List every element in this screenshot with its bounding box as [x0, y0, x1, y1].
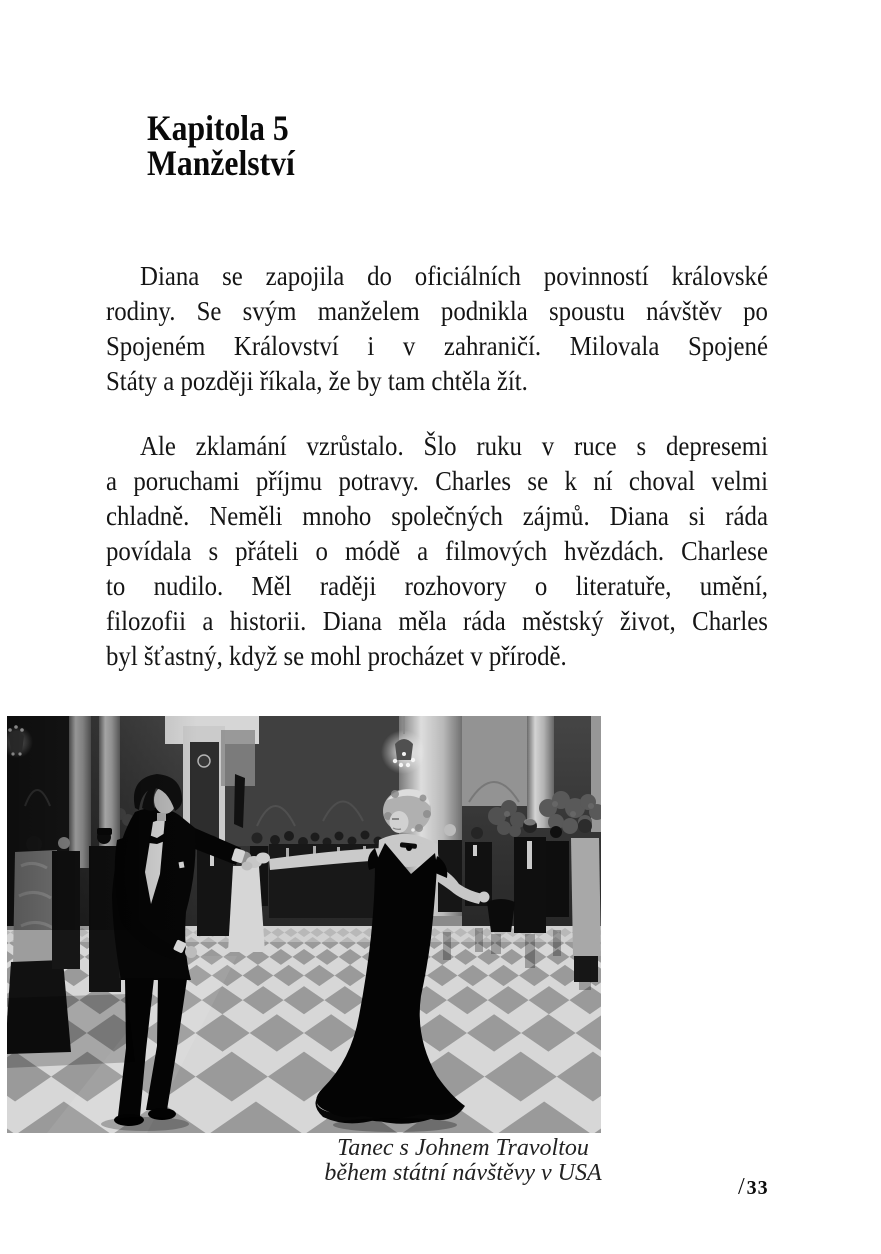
paragraph-1 [106, 259, 768, 399]
text-line: chladně. Neměli mnoho společných zájmů. Diana si ráda [106, 501, 768, 531]
text-line: Státy a později říkala, že by tam chtěla žít. [106, 366, 528, 396]
text-line: povídala s přáteli o módě a filmových hvězdách. Charlese [106, 536, 768, 566]
caption-line-2: během státní návštěvy v USA [324, 1160, 602, 1186]
photo-caption [163, 1136, 763, 1186]
page-number [738, 1174, 769, 1201]
paragraph-2 [106, 429, 768, 674]
page-number-value: 33 [746, 1177, 769, 1199]
text-line: a poruchami příjmu potravy. Charles se k ní choval velmi [106, 466, 768, 496]
caption-line-1: Tanec s Johnem Travoltou [337, 1135, 589, 1161]
text-line: filozofii a historii. Diana měla ráda městský život, Charles [106, 606, 768, 636]
text-line: Spojeném Království i v zahraničí. Milovala Spojené [106, 331, 768, 361]
text-line: Ale zklamání vzrůstalo. Šlo ruku v ruce s depresemi [140, 431, 768, 461]
chapter-heading [147, 108, 295, 183]
shadow-overlay [7, 716, 197, 930]
photo-scene [7, 716, 601, 1133]
text-line: byl šťastný, když se mohl procházet v přírodě. [106, 641, 567, 671]
chapter-title: Manželství [147, 143, 295, 183]
text-line: to nudilo. Měl raději rozhovory o literatuře, umění, [106, 571, 768, 601]
page-number-slash: / [738, 1174, 745, 1200]
floor-urn [487, 899, 515, 932]
text-line: Diana se zapojila do oficiálních povinností královské [140, 261, 768, 291]
text-line: rodiny. Se svým manželem podnikla spoustu návštěv po [106, 296, 768, 326]
photo-diana-travolta-dance [7, 716, 601, 1133]
chapter-kicker: Kapitola 5 [147, 108, 289, 148]
